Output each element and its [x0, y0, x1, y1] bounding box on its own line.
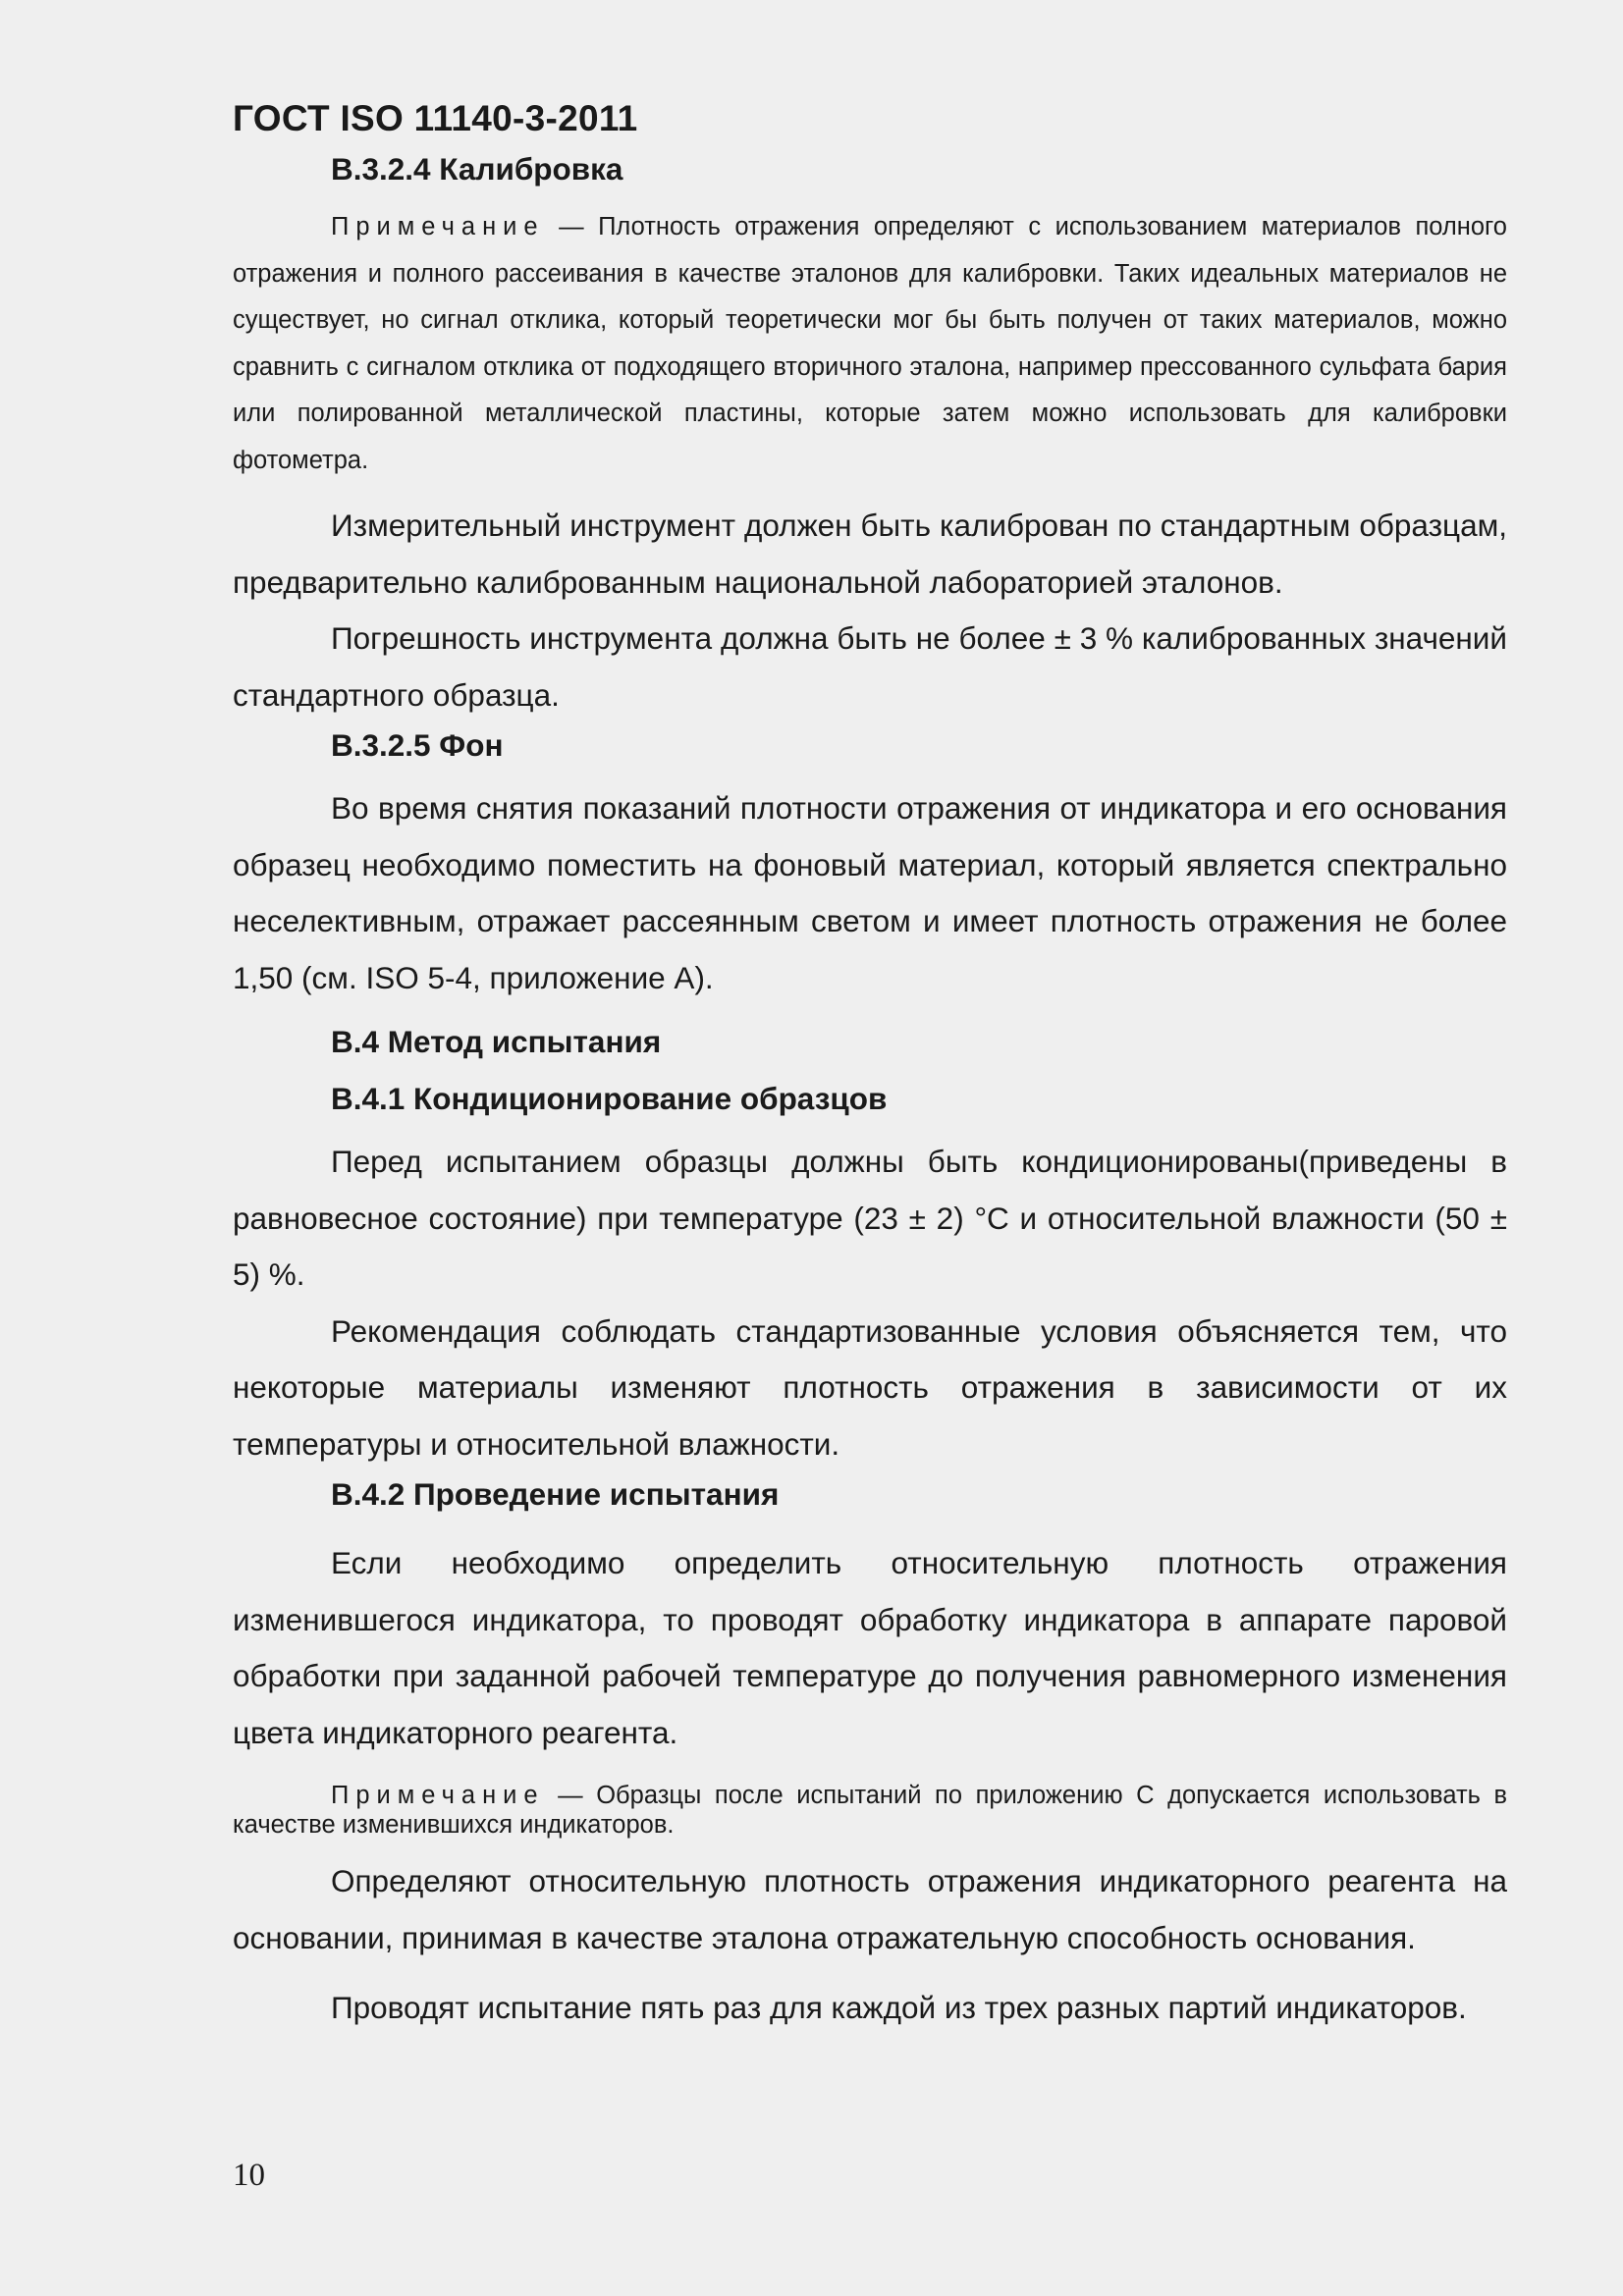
document-header: ГОСТ ISO 11140-3-2011 — [233, 98, 638, 138]
note-b4-2 — [233, 1781, 1507, 1840]
paragraph-calibration-1: Измерительный инструмент должен быть калиброван по стандартным образцам, предварительно калиброванным национальной лабораторией эталонов. — [233, 507, 1507, 600]
section-heading-b4-1: В.4.1 Кондиционирование образцов — [331, 1081, 888, 1116]
note-text: — Образцы после испытаний по приложению С допускается использовать в качестве изменившихся индикаторов. — [233, 1782, 1507, 1839]
paragraph-test-procedure-2: Определяют относительную плотность отражения индикаторного реагента на основании, принимая в качестве эталона отражательную способность основания. — [233, 1863, 1507, 1955]
section-heading-b4: В.4 Метод испытания — [331, 1024, 662, 1059]
note-b3-2-4 — [233, 204, 1507, 484]
page-number: 10 — [233, 2158, 265, 2193]
section-heading-b4-2: В.4.2 Проведение испытания — [331, 1476, 780, 1512]
note-text: — Плотность отражения определяют с использованием материалов полного отражения и полного рассеивания в качестве эталонов для калибровки. Таких идеальных материалов не существует, но сигнал отклика, который теоретически мог бы быть получен от таких материалов, можно сравнить с сигналом отклика от подходящего вторичного эталона, например прессованного сульфата бария или полированной металлической пластины, которые затем можно использовать для калибровки фотометра. — [233, 213, 1507, 474]
document-body — [233, 147, 1507, 2037]
section-heading-b3-2-4: В.3.2.4 Калибровка — [331, 151, 623, 187]
note-label: Примечание — [331, 213, 545, 240]
paragraph-conditioning-2: Рекомендация соблюдать стандартизованные условия объясняется тем, что некоторые материалы изменяют плотность отражения в зависимости от их температуры и относительной влажности. — [233, 1312, 1507, 1462]
paragraph-calibration-2: Погрешность инструмента должна быть не более ± 3 % калиброванных значений стандартного образца. — [233, 620, 1507, 713]
paragraph-conditioning-1: Перед испытанием образцы должны быть кондиционированы(приведены в равновесное состояние) при температуре (23 ± 2) °С и относительной влажности (50 ± 5) %. — [233, 1144, 1507, 1292]
note-label: Примечание — [331, 1782, 545, 1809]
paragraph-test-procedure-1: Если необходимо определить относительную плотность отражения изменившегося индикатора, то проводят обработку индикатора в аппарате паровой обработки при заданной рабочей температуре до получения равномерного изменения цвета индикаторного реагента. — [233, 1545, 1507, 1750]
paragraph-background: Во время снятия показаний плотности отражения от индикатора и его основания образец необходимо поместить на фоновый материал, который является спектрально неселективным, отражает рассеянным светом и имеет плотность отражения не более 1,50 (см. ISO 5-4, приложение А). — [233, 790, 1507, 995]
section-heading-b3-2-5: В.3.2.5 Фон — [331, 727, 504, 763]
paragraph-test-procedure-3: Проводят испытание пять раз для каждой из трех разных партий индикаторов. — [331, 1990, 1467, 2025]
